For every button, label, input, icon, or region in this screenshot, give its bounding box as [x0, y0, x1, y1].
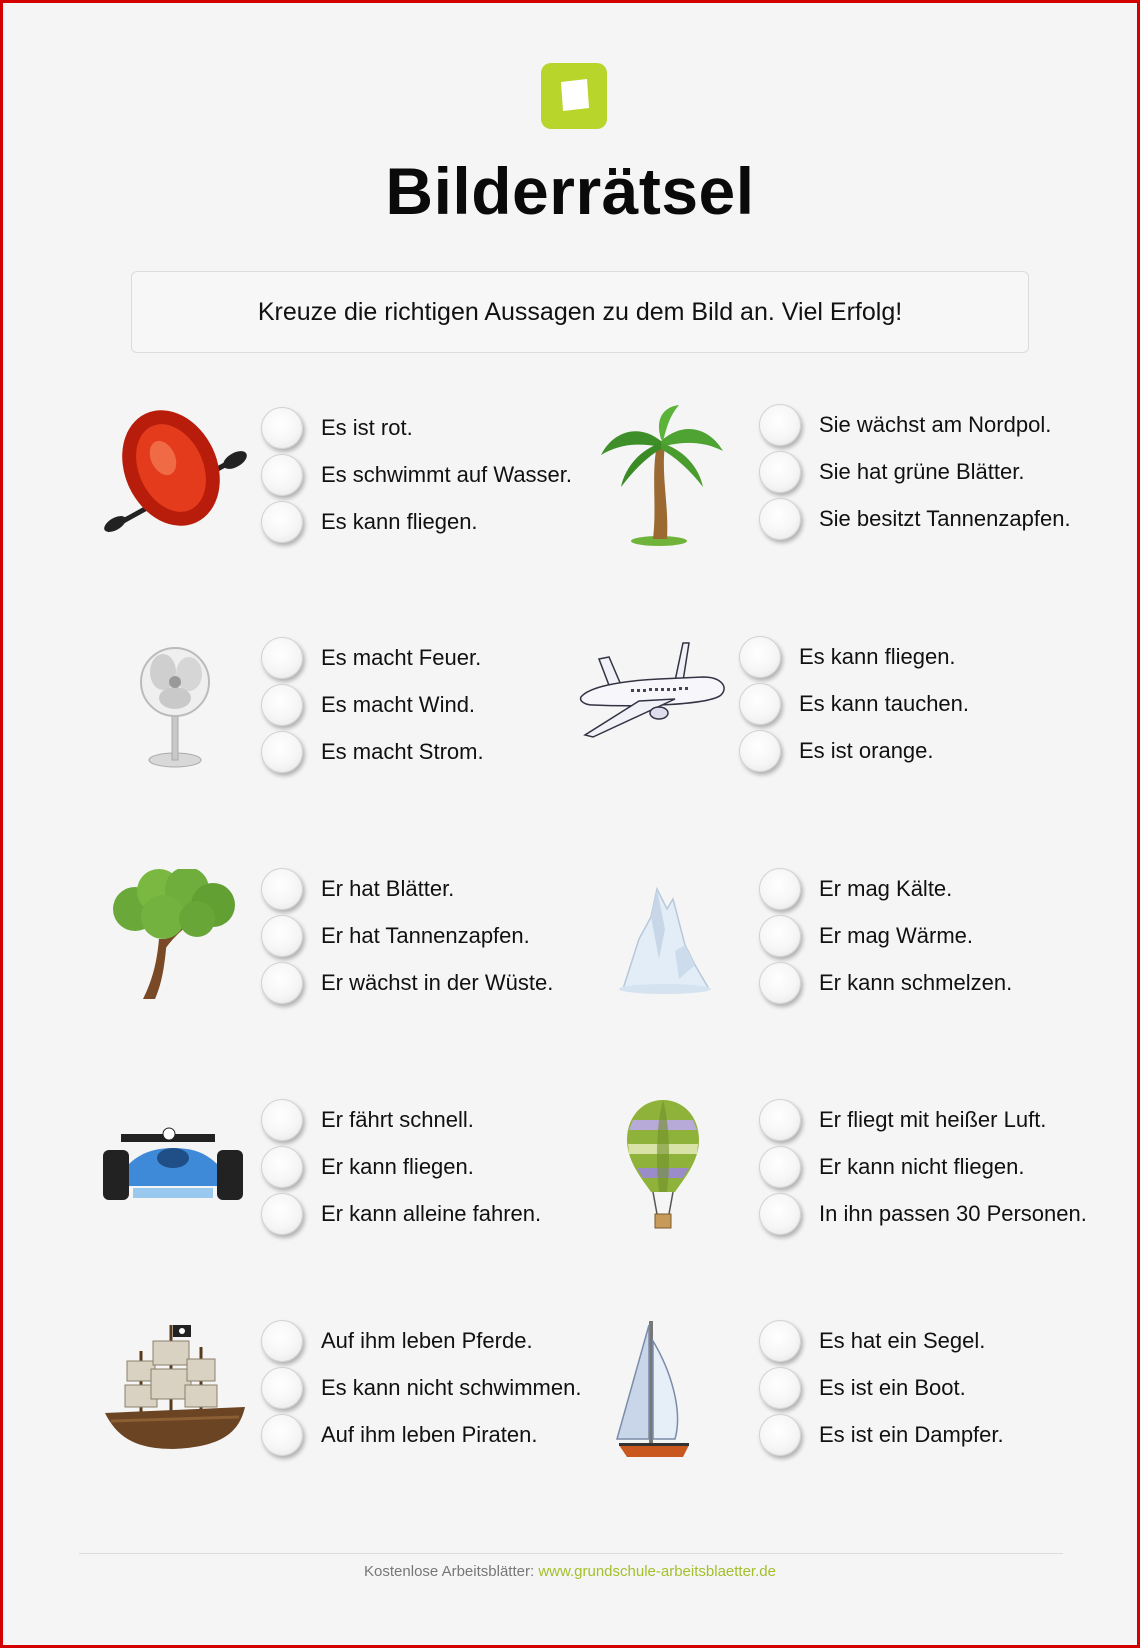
answer-label: Sie hat grüne Blätter. [819, 459, 1025, 484]
answer-option[interactable] [261, 732, 484, 772]
answer-option[interactable] [759, 869, 952, 909]
answer-option[interactable] [739, 684, 969, 724]
answer-checkbox[interactable] [759, 1146, 801, 1188]
answer-label: Es ist ein Boot. [819, 1375, 966, 1400]
answer-label: Auf ihm leben Pferde. [321, 1328, 533, 1353]
answer-label: Er mag Wärme. [819, 923, 974, 948]
answer-label: Er mag Kälte. [819, 876, 953, 901]
answer-label: Es hat ein Segel. [819, 1328, 986, 1353]
answer-option[interactable] [261, 869, 454, 909]
answer-option[interactable] [739, 731, 934, 771]
answer-checkbox[interactable] [759, 868, 801, 910]
answer-option[interactable] [759, 916, 973, 956]
answer-option[interactable] [261, 916, 530, 956]
answer-checkbox[interactable] [759, 451, 801, 493]
answer-checkbox[interactable] [261, 1146, 303, 1188]
instruction-text: Kreuze die richtigen Aussagen zu dem Bild an. Viel Erfolg! [257, 297, 903, 326]
answer-checkbox[interactable] [261, 1320, 303, 1362]
answer-checkbox[interactable] [759, 1367, 801, 1409]
answer-option[interactable] [261, 455, 572, 495]
page-title: Bilderrätsel [385, 154, 755, 228]
question-item [579, 637, 1059, 797]
answer-label: Es ist rot. [321, 415, 413, 440]
answer-option[interactable] [759, 963, 1012, 1003]
answer-checkbox[interactable] [759, 915, 801, 957]
answer-label: Er fliegt mit heißer Luft. [819, 1107, 1047, 1132]
question-item [599, 1100, 1087, 1260]
answer-label: Es kann fliegen. [799, 644, 956, 669]
answer-checkbox[interactable] [261, 1414, 303, 1456]
answer-label: Er kann schmelzen. [819, 970, 1013, 995]
answer-checkbox[interactable] [759, 1099, 801, 1141]
answer-label: Es ist ein Dampfer. [819, 1422, 1004, 1447]
footer-divider [79, 1553, 1063, 1554]
tree-icon [101, 869, 251, 1019]
answer-label: Er kann alleine fahren. [321, 1201, 542, 1226]
answer-option[interactable] [759, 499, 1071, 539]
answer-label: Auf ihm leben Piraten. [321, 1422, 538, 1447]
answer-checkbox[interactable] [261, 454, 303, 496]
answer-option[interactable] [739, 637, 956, 677]
answer-label: Er kann fliegen. [321, 1154, 474, 1179]
palm-tree-icon [599, 405, 749, 555]
answer-option[interactable] [759, 1100, 1046, 1140]
question-item [599, 869, 1079, 1029]
answer-checkbox[interactable] [261, 684, 303, 726]
answer-checkbox[interactable] [261, 962, 303, 1004]
answer-checkbox[interactable] [739, 636, 781, 678]
footer-text: Kostenlose Arbeitsblätter: [364, 1563, 535, 1580]
question-item [101, 1100, 581, 1260]
answer-option[interactable] [261, 1368, 581, 1408]
answer-option[interactable] [759, 1194, 1087, 1234]
answer-checkbox[interactable] [261, 915, 303, 957]
question-item [599, 1321, 1079, 1481]
answer-option[interactable] [261, 1415, 537, 1455]
footer [3, 1563, 1137, 1580]
answer-option[interactable] [261, 1321, 533, 1361]
question-item [599, 405, 1079, 565]
answer-checkbox[interactable] [739, 683, 781, 725]
rubber-boat-icon [101, 408, 251, 558]
answer-checkbox[interactable] [261, 501, 303, 543]
answer-checkbox[interactable] [759, 962, 801, 1004]
sailboat-icon [599, 1321, 749, 1471]
answer-label: Sie wächst am Nordpol. [819, 412, 1052, 437]
answer-option[interactable] [261, 408, 413, 448]
hot-air-balloon-icon [599, 1100, 749, 1250]
answer-label: Er fährt schnell. [321, 1107, 474, 1132]
answer-checkbox[interactable] [261, 731, 303, 773]
answer-checkbox[interactable] [759, 1193, 801, 1235]
footer-link[interactable]: www.grundschule-arbeitsblaetter.de [538, 1563, 776, 1580]
answer-label: Es kann tauchen. [799, 691, 970, 716]
answer-label: Sie besitzt Tannenzapfen. [819, 506, 1071, 531]
answer-checkbox[interactable] [739, 730, 781, 772]
answer-label: Es kann nicht schwimmen. [321, 1375, 582, 1400]
answer-label: Er kann nicht fliegen. [819, 1154, 1025, 1179]
answer-label: Es schwimmt auf Wasser. [321, 462, 573, 487]
question-item [101, 638, 581, 798]
answer-option[interactable] [759, 405, 1051, 445]
answer-checkbox[interactable] [759, 498, 801, 540]
answer-option[interactable] [261, 1147, 474, 1187]
answer-label: Es macht Wind. [321, 692, 476, 717]
answer-checkbox[interactable] [759, 404, 801, 446]
answer-checkbox[interactable] [261, 637, 303, 679]
logo-icon [541, 63, 607, 129]
answer-option[interactable] [261, 1194, 541, 1234]
answer-label: Es ist orange. [799, 738, 934, 763]
answer-option[interactable] [759, 1147, 1024, 1187]
instruction-box [131, 271, 1029, 353]
question-item [101, 408, 581, 568]
pirate-ship-icon [101, 1321, 251, 1471]
answer-option[interactable] [759, 1321, 985, 1361]
question-item [101, 869, 581, 1029]
answer-checkbox[interactable] [261, 868, 303, 910]
fan-icon [101, 638, 251, 788]
iceberg-icon [599, 869, 749, 1019]
answer-checkbox[interactable] [261, 1193, 303, 1235]
answer-label: Es kann fliegen. [321, 509, 478, 534]
answer-checkbox[interactable] [261, 407, 303, 449]
answer-checkbox[interactable] [261, 1099, 303, 1141]
answer-label: Es macht Strom. [321, 739, 484, 764]
answer-option[interactable] [759, 1415, 1004, 1455]
answer-checkbox[interactable] [261, 1367, 303, 1409]
answer-checkbox[interactable] [759, 1414, 801, 1456]
answer-option[interactable] [759, 1368, 966, 1408]
answer-option[interactable] [261, 1100, 474, 1140]
answer-option[interactable] [261, 963, 553, 1003]
answer-option[interactable] [759, 452, 1024, 492]
question-item [101, 1321, 581, 1481]
answer-label: In ihn passen 30 Personen. [819, 1201, 1087, 1226]
answer-label: Er hat Blätter. [321, 876, 455, 901]
answer-option[interactable] [261, 638, 481, 678]
answer-checkbox[interactable] [759, 1320, 801, 1362]
answer-label: Er hat Tannenzapfen. [321, 923, 530, 948]
answer-label: Es macht Feuer. [321, 645, 482, 670]
airplane-icon [579, 637, 729, 787]
answer-option[interactable] [261, 502, 478, 542]
answer-label: Er wächst in der Wüste. [321, 970, 554, 995]
answer-option[interactable] [261, 685, 475, 725]
race-car-icon [101, 1100, 251, 1250]
